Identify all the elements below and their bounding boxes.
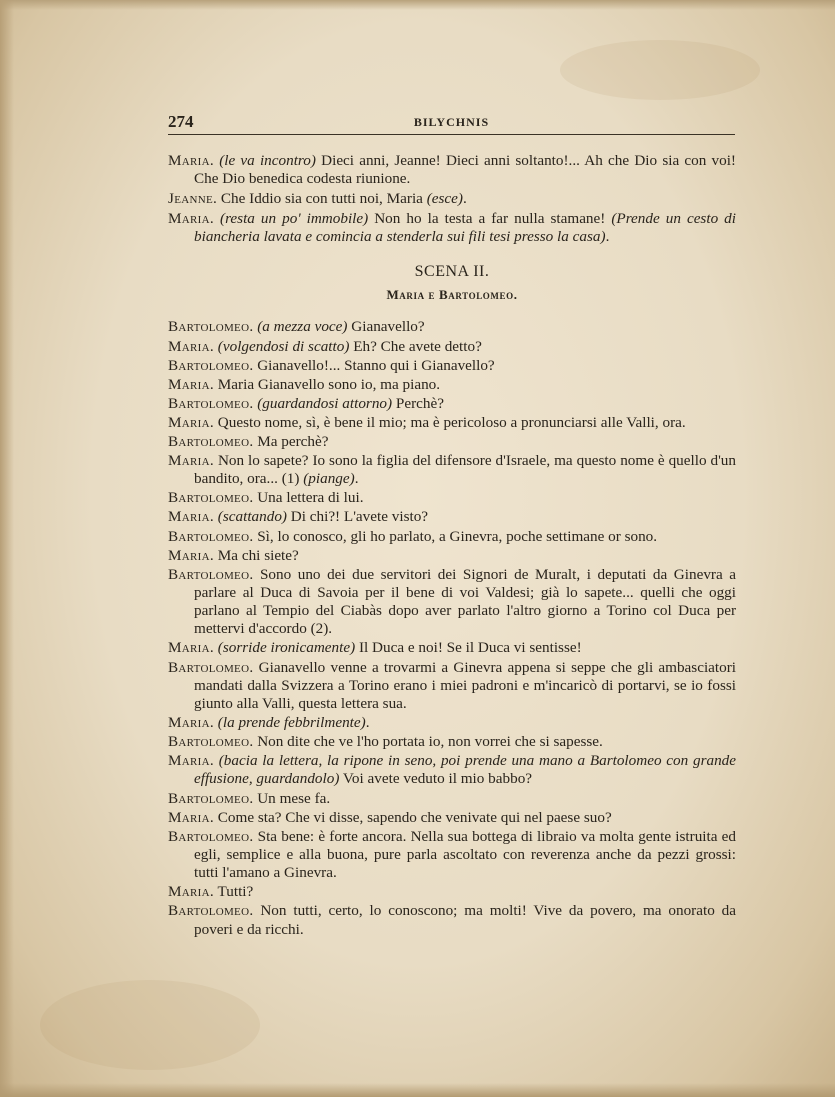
speaker-name: Maria. xyxy=(168,808,214,826)
speaker-name: Bartolomeo. xyxy=(168,432,254,450)
speaker-name: Bartolomeo. xyxy=(168,902,254,920)
speech-line xyxy=(168,318,736,336)
spoken-text: Non lo sapete? Io sono la figlia del difensore d'Israele, ma questo nome è quello d'un bandito, ora... (1) xyxy=(194,452,736,488)
speech-line xyxy=(168,338,736,356)
speaker-name: Maria. xyxy=(168,752,214,770)
dialogue-block-scene-1 xyxy=(168,152,736,246)
speaker-name: Maria. xyxy=(168,714,214,732)
speaker-name: Maria. xyxy=(168,883,214,901)
play-text xyxy=(168,152,736,940)
spoken-text: Gianavello? xyxy=(347,318,425,336)
spoken-text: Di chi?! L'avete visto? xyxy=(286,508,429,526)
speaker-name: Bartolomeo. xyxy=(168,489,254,507)
speaker-name: Maria. xyxy=(168,337,214,355)
speech-line xyxy=(168,357,736,375)
stage-direction: (la prende febbrilmente) xyxy=(217,714,366,732)
spoken-text: Questo nome, sì, è bene il mio; ma è pericoloso a pronunciarsi alle Valli, ora. xyxy=(217,413,686,431)
spoken-text: Perchè? xyxy=(392,394,444,412)
stage-direction: (bacia la lettera, la ripone in seno, poi prende una mano a Bartolomeo con grande effusione, guardandolo) xyxy=(194,752,736,788)
speech-line xyxy=(168,733,736,751)
running-head: BILYCHNIS xyxy=(413,115,490,129)
speech-line xyxy=(168,452,736,488)
page-edge-top xyxy=(0,0,835,10)
speech-line xyxy=(168,752,736,788)
spoken-text: Dieci anni, Jeanne! Dieci anni soltanto!... Ah che Dio sia con voi! Che Dio benedica codesta riunione. xyxy=(194,152,736,188)
speech-line xyxy=(168,883,736,901)
spoken-text: . xyxy=(605,227,610,245)
stage-direction: (Prende un cesto di biancheria lavata e comincia a stenderla sui fili tesi presso la casa) xyxy=(194,209,736,245)
spoken-text: Che Iddio sia con tutti noi, Maria xyxy=(220,189,427,207)
speech-line xyxy=(168,547,736,565)
spoken-text: Una lettera di lui. xyxy=(257,489,364,507)
speech-line xyxy=(168,376,736,394)
spoken-text: . xyxy=(354,470,359,488)
spoken-text: Non ho la testa a far nulla stamane! xyxy=(368,209,612,227)
paper-stain xyxy=(560,40,760,100)
speech-line xyxy=(168,508,736,526)
spoken-text: Non tutti, certo, lo conoscono; ma molti! Vive da povero, ma onorato da poveri e da ricchi. xyxy=(194,902,737,938)
stage-direction: (a mezza voce) xyxy=(257,318,348,336)
speech-line xyxy=(168,902,736,938)
speaker-name: Bartolomeo. xyxy=(168,789,254,807)
paper-stain xyxy=(40,980,260,1070)
speaker-name: Maria. xyxy=(168,209,214,227)
spoken-text: Sono uno dei due servitori dei Signori de Muralt, i deputati da Ginevra a parlare al Duca di Savoia per il bene di voi Valdesi; già lo sapete... quelli che oggi parlano al Tempio del Ciabàs dopo aver parlato l'altro giorno a Torino col Duca per mettervi d'accordo (2). xyxy=(194,565,737,638)
spoken-text: Non dite che ve l'ho portata io, non vorrei che si sapesse. xyxy=(257,733,603,751)
spoken-text: Ma chi siete? xyxy=(217,546,299,564)
speaker-name: Maria. xyxy=(168,452,214,470)
spoken-text: Gianavello!... Stanno qui i Gianavello? xyxy=(257,356,495,374)
spoken-text: Come sta? Che vi disse, sapendo che venivate qui nel paese suo? xyxy=(217,808,612,826)
speaker-name: Bartolomeo. xyxy=(168,356,254,374)
spoken-text: Gianavello venne a trovarmi a Ginevra appena si seppe che gli ambasciatori mandati dalla Svizzera a Torino erano i miei padroni e m'incaricò di portarvi, se io fossi giunto alla Valli, questa lettera sua. xyxy=(194,658,737,712)
speech-line xyxy=(168,809,736,827)
spoken-text: . xyxy=(462,189,467,207)
speech-line xyxy=(168,714,736,732)
speaker-name: Maria. xyxy=(168,375,214,393)
speaker-name: Bartolomeo. xyxy=(168,318,254,336)
speaker-name: Bartolomeo. xyxy=(168,733,254,751)
stage-direction: (piange) xyxy=(303,470,355,488)
speech-line xyxy=(168,433,736,451)
page-number: 274 xyxy=(168,112,194,131)
speech-line xyxy=(168,828,736,883)
speaker-name: Bartolomeo. xyxy=(168,527,254,545)
stage-direction: (guardandosi attorno) xyxy=(257,394,393,412)
spoken-text: Sì, lo conosco, gli ho parlato, a Ginevra, poche settimane or sono. xyxy=(257,527,658,545)
stage-direction: (resta un po' immobile) xyxy=(220,209,369,227)
scene-title: SCENA II. xyxy=(414,263,490,281)
stage-direction: (sorride ironicamente) xyxy=(217,639,356,657)
page-edge-bottom xyxy=(0,1083,835,1097)
page-edge-left xyxy=(0,0,14,1097)
speaker-name: Bartolomeo. xyxy=(168,658,254,676)
spoken-text: Maria Gianavello sono io, ma piano. xyxy=(217,375,441,393)
speaker-name: Maria. xyxy=(168,639,214,657)
spoken-text: . xyxy=(365,714,370,732)
stage-direction: (le va incontro) xyxy=(219,152,316,169)
speaker-name: Bartolomeo. xyxy=(168,394,254,412)
speech-line xyxy=(168,566,736,639)
spoken-text: Eh? Che avete detto? xyxy=(349,337,482,355)
spoken-text: Un mese fa. xyxy=(257,789,331,807)
speaker-name: Maria. xyxy=(168,413,214,431)
speech-line xyxy=(168,152,736,188)
speech-line xyxy=(168,489,736,507)
speaker-name: Maria. xyxy=(168,152,214,169)
spoken-text: Sta bene: è forte ancora. Nella sua bottega di libraio va molta gente istruita ed egli, semplice e alla buona, pure parla ascoltato con reverenza anche da pezzi grossi: tutti l'amano a Ginevra. xyxy=(194,827,737,882)
stage-direction: (esce) xyxy=(426,189,463,207)
stage-direction: (scattando) xyxy=(217,508,287,526)
speaker-name: Bartolomeo. xyxy=(168,565,254,583)
speaker-name: Bartolomeo. xyxy=(168,827,254,845)
speech-line xyxy=(168,659,736,714)
speech-line xyxy=(168,528,736,546)
speech-line xyxy=(168,639,736,657)
stage-direction: (volgendosi di scatto) xyxy=(217,337,350,355)
dialogue-block-scene-2 xyxy=(168,318,736,938)
speaker-name: Jeanne. xyxy=(168,189,218,207)
page-header xyxy=(168,112,735,135)
speaker-name: Maria. xyxy=(168,546,214,564)
speaker-name: Maria. xyxy=(168,508,214,526)
spoken-text: Il Duca e noi! Se il Duca vi sentisse! xyxy=(355,639,582,657)
spoken-text: Tutti? xyxy=(217,883,254,901)
speech-line xyxy=(168,210,736,246)
speech-line xyxy=(168,790,736,808)
spoken-text: Voi avete veduto il mio babbo? xyxy=(339,770,533,788)
speech-line xyxy=(168,414,736,432)
spoken-text: Ma perchè? xyxy=(257,432,329,450)
scene-characters: Maria e Bartolomeo. xyxy=(386,287,518,303)
speech-line xyxy=(168,190,736,208)
speech-line xyxy=(168,395,736,413)
